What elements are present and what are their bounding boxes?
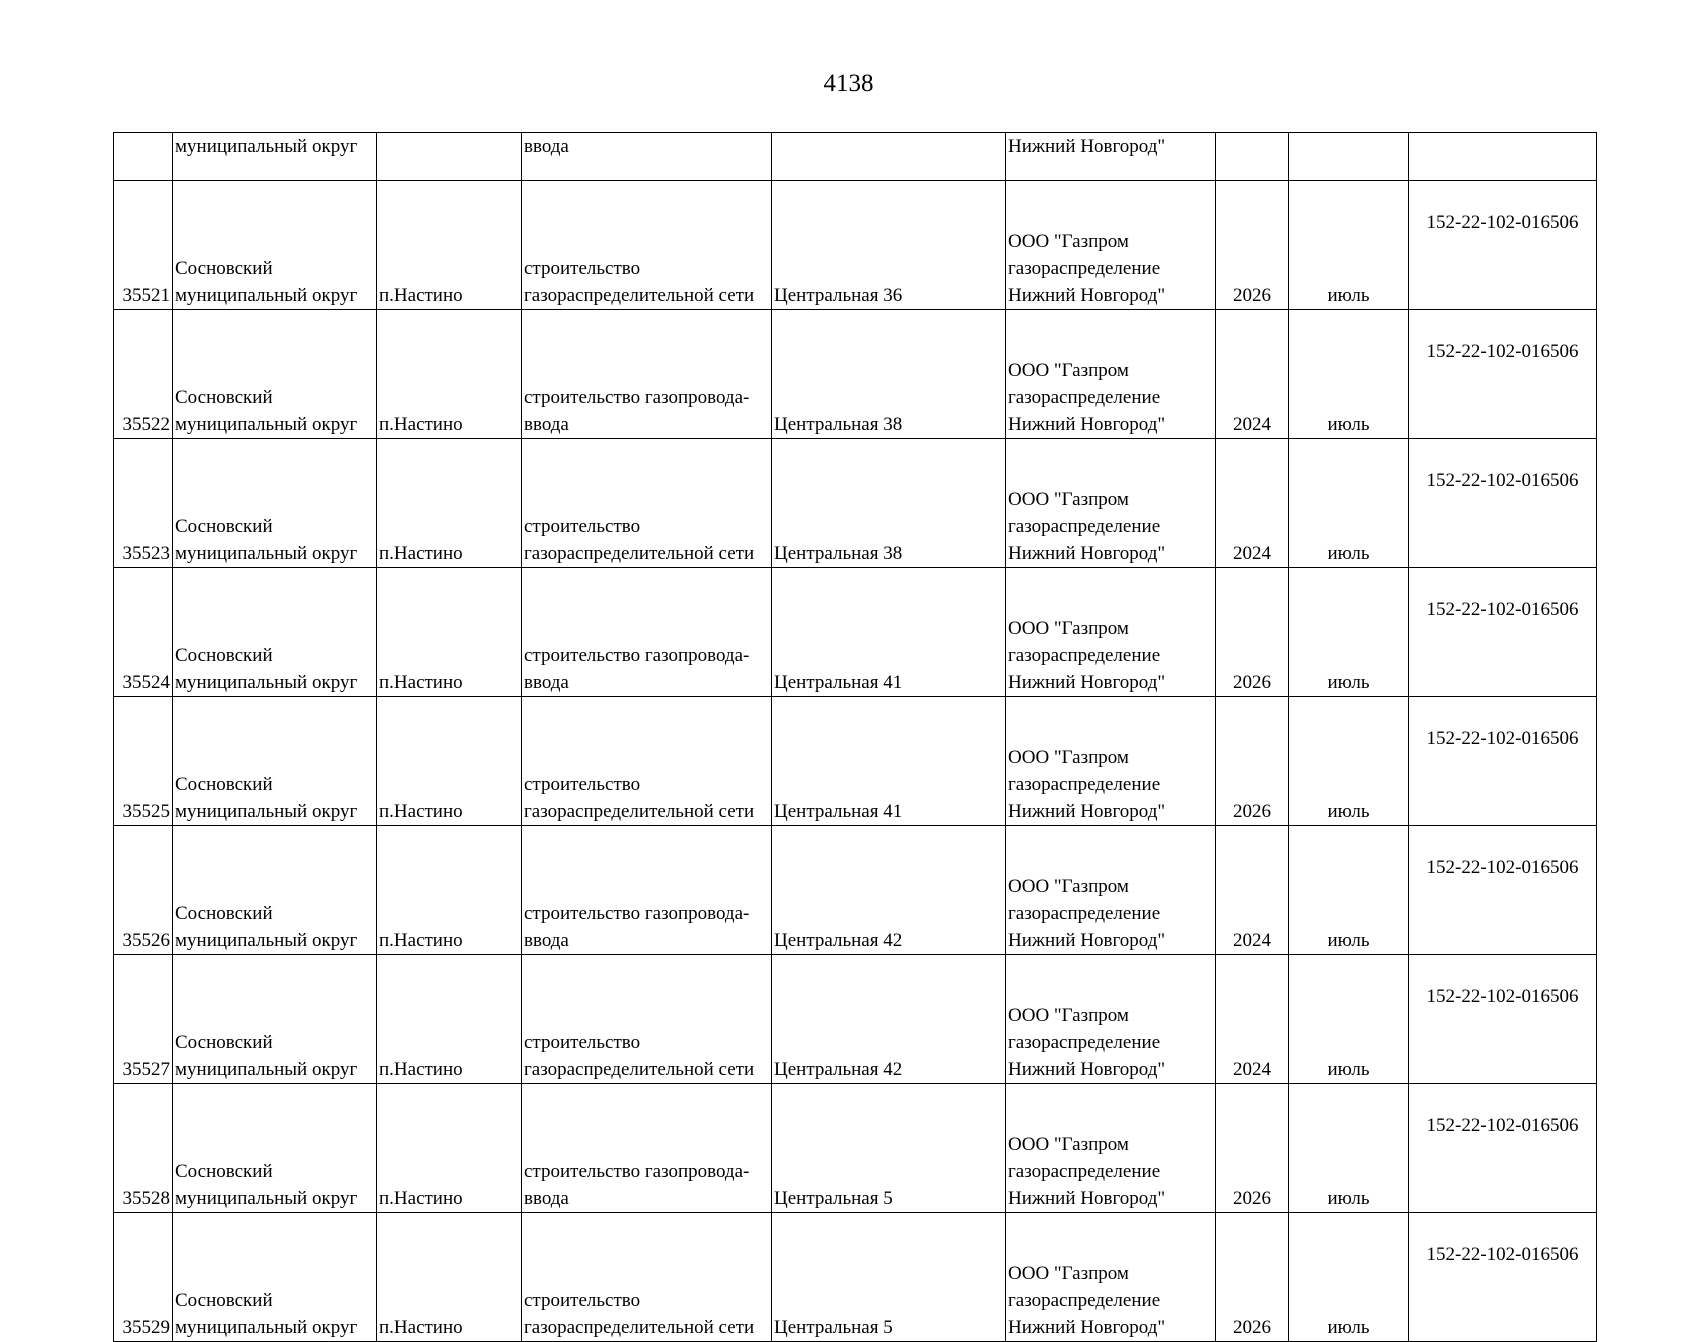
cell-text-work2: газораспределительной сети <box>524 1317 755 1338</box>
cell-text-code: 152-22-102-016506 <box>1426 728 1579 749</box>
cell-code <box>1409 1213 1597 1342</box>
cell-text-district2: муниципальный округ <box>175 1188 358 1209</box>
cell-locality <box>377 310 522 439</box>
cell-address <box>772 181 1006 310</box>
cell-code <box>1409 955 1597 1084</box>
cell-org <box>1006 1213 1216 1342</box>
cell-text-work2: ввода <box>524 1188 569 1209</box>
cell-text-org2: газораспределение <box>1008 387 1161 408</box>
cell-text-work1: строительство <box>524 1290 641 1311</box>
cell-text-district2: муниципальный округ <box>175 1317 358 1338</box>
cell-text-org3: Нижний Новгород" <box>1008 672 1166 693</box>
cell-work <box>522 568 772 697</box>
cell-locality <box>377 439 522 568</box>
cell-org <box>1006 1084 1216 1213</box>
cell-text-org1: ООО "Газпром <box>1008 618 1129 639</box>
cell-locality <box>377 826 522 955</box>
cell-text-org1: ООО "Газпром <box>1008 747 1129 768</box>
cell-org <box>1006 181 1216 310</box>
cell-text-address: Центральная 42 <box>774 1059 903 1080</box>
cell-text-code: 152-22-102-016506 <box>1426 599 1579 620</box>
cell-text-code: 152-22-102-016506 <box>1426 857 1579 878</box>
cell-text-org3: Нижний Новгород" <box>1008 543 1166 564</box>
cell-text-org3: Нижний Новгород" <box>1008 801 1166 822</box>
table-row <box>114 181 1597 310</box>
cell-num <box>114 181 173 310</box>
cell-text-locality: п.Настино <box>379 1188 463 1209</box>
cell-address <box>772 955 1006 1084</box>
cell-year <box>1216 697 1289 826</box>
cell-work <box>522 1084 772 1213</box>
cell-text-work2: газораспределительной сети <box>524 801 755 822</box>
cell-work <box>522 310 772 439</box>
cell-text-year: 2026 <box>1233 672 1271 693</box>
cell-text-locality: п.Настино <box>379 285 463 306</box>
cell-text-locality: п.Настино <box>379 801 463 822</box>
cell-month <box>1289 133 1409 181</box>
cell-text-org1: ООО "Газпром <box>1008 1263 1129 1284</box>
cell-month <box>1289 697 1409 826</box>
cell-address <box>772 697 1006 826</box>
cell-text-year: 2026 <box>1233 1317 1271 1338</box>
cell-year <box>1216 568 1289 697</box>
cell-work: ввода <box>522 133 772 181</box>
cell-num <box>114 955 173 1084</box>
cell-month <box>1289 310 1409 439</box>
cell-text-code: 152-22-102-016506 <box>1426 986 1579 1007</box>
cell-code <box>1409 1084 1597 1213</box>
cell-year <box>1216 133 1289 181</box>
cell-text-work2: ввода <box>524 414 569 435</box>
cell-text-year: 2026 <box>1233 801 1271 822</box>
cell-text-org1: ООО "Газпром <box>1008 360 1129 381</box>
cell-text-month: июль <box>1327 414 1370 435</box>
cell-text-num: 35521 <box>122 285 170 306</box>
cell-text-locality: п.Настино <box>379 414 463 435</box>
cell-district <box>173 826 377 955</box>
cell-text-locality: п.Настино <box>379 543 463 564</box>
cell-district <box>173 439 377 568</box>
cell-text-org1: ООО "Газпром <box>1008 489 1129 510</box>
cell-text-district1: Сосновский <box>175 645 273 666</box>
cell-year <box>1216 1213 1289 1342</box>
cell-num <box>114 133 173 181</box>
cell-text-work2: ввода <box>524 930 569 951</box>
cell-text-work1: строительство <box>524 1032 641 1053</box>
cell-text-district1: Сосновский <box>175 774 273 795</box>
cell-text-address: Центральная 5 <box>774 1188 893 1209</box>
cell-code <box>1409 310 1597 439</box>
cell-month <box>1289 181 1409 310</box>
cell-text-work1: строительство <box>524 258 641 279</box>
cell-district <box>173 697 377 826</box>
cell-text-org2: газораспределение <box>1008 1161 1161 1182</box>
table-row <box>114 697 1597 826</box>
cell-text-org3: Нижний Новгород" <box>1008 285 1166 306</box>
cell-text-month: июль <box>1327 1317 1370 1338</box>
cell-address <box>772 133 1006 181</box>
cell-org <box>1006 697 1216 826</box>
cell-org <box>1006 826 1216 955</box>
table-row <box>114 439 1597 568</box>
cell-text-num: 35528 <box>122 1188 170 1209</box>
cell-text-district1: Сосновский <box>175 258 273 279</box>
cell-text-org3: Нижний Новгород" <box>1008 1059 1166 1080</box>
cell-code <box>1409 697 1597 826</box>
cell-year <box>1216 955 1289 1084</box>
cell-num <box>114 1213 173 1342</box>
cell-text-num: 35522 <box>122 414 170 435</box>
cell-text-num: 35524 <box>122 672 170 693</box>
cell-district <box>173 1084 377 1213</box>
cell-month <box>1289 568 1409 697</box>
cell-text-year: 2024 <box>1233 414 1271 435</box>
cell-text-num: 35529 <box>122 1317 170 1338</box>
cell-text-year: 2024 <box>1233 543 1271 564</box>
cell-text-work2: газораспределительной сети <box>524 543 755 564</box>
table-row <box>114 568 1597 697</box>
cell-text-year: 2024 <box>1233 1059 1271 1080</box>
cell-code <box>1409 568 1597 697</box>
cell-code <box>1409 439 1597 568</box>
cell-text-address: Центральная 41 <box>774 672 903 693</box>
cell-code <box>1409 826 1597 955</box>
cell-year <box>1216 826 1289 955</box>
cell-org <box>1006 310 1216 439</box>
cell-code <box>1409 181 1597 310</box>
cell-text-org2: газораспределение <box>1008 645 1161 666</box>
cell-text-org2: газораспределение <box>1008 1032 1161 1053</box>
cell-year <box>1216 310 1289 439</box>
table-row <box>114 955 1597 1084</box>
cell-text-org1: ООО "Газпром <box>1008 876 1129 897</box>
cell-org <box>1006 955 1216 1084</box>
cell-district <box>173 568 377 697</box>
cell-year <box>1216 1084 1289 1213</box>
cell-text-org1: ООО "Газпром <box>1008 1005 1129 1026</box>
cell-work <box>522 955 772 1084</box>
cell-code <box>1409 133 1597 181</box>
cell-text-code: 152-22-102-016506 <box>1426 341 1579 362</box>
cell-text-address: Центральная 41 <box>774 801 903 822</box>
cell-text-work1: строительство <box>524 774 641 795</box>
cell-text-work1: строительство газопровода- <box>524 903 750 924</box>
cell-text-code: 152-22-102-016506 <box>1426 470 1579 491</box>
cell-text-org1: ООО "Газпром <box>1008 1134 1129 1155</box>
cell-address <box>772 568 1006 697</box>
cell-text-district2: муниципальный округ <box>175 930 358 951</box>
cell-month <box>1289 1084 1409 1213</box>
cell-locality <box>377 181 522 310</box>
cell-text-district1: Сосновский <box>175 1032 273 1053</box>
cell-text-work1: строительство газопровода- <box>524 1161 750 1182</box>
cell-num <box>114 697 173 826</box>
cell-text-org3: Нижний Новгород" <box>1008 1317 1166 1338</box>
cell-locality <box>377 697 522 826</box>
cell-num <box>114 310 173 439</box>
cell-text-org3: Нижний Новгород" <box>1008 930 1166 951</box>
cell-text-month: июль <box>1327 285 1370 306</box>
cell-text-work1: строительство <box>524 516 641 537</box>
cell-text-work1: строительство газопровода- <box>524 645 750 666</box>
cell-text-address: Центральная 38 <box>774 414 903 435</box>
cell-num <box>114 826 173 955</box>
cell-year <box>1216 181 1289 310</box>
cell-text-org2: газораспределение <box>1008 516 1161 537</box>
cell-text-org3: Нижний Новгород" <box>1008 414 1166 435</box>
cell-year <box>1216 439 1289 568</box>
cell-text-month: июль <box>1327 930 1370 951</box>
cell-num <box>114 439 173 568</box>
cell-text-district2: муниципальный округ <box>175 285 358 306</box>
cell-text-code: 152-22-102-016506 <box>1426 212 1579 233</box>
cell-text-district2: муниципальный округ <box>175 1059 358 1080</box>
cell-text-org1: ООО "Газпром <box>1008 231 1129 252</box>
table-row <box>114 310 1597 439</box>
cell-work <box>522 826 772 955</box>
cell-text-year: 2024 <box>1233 930 1271 951</box>
cell-text-num: 35526 <box>122 930 170 951</box>
cell-text-work2: ввода <box>524 672 569 693</box>
cell-month <box>1289 826 1409 955</box>
cell-text-work1: строительство газопровода- <box>524 387 750 408</box>
cell-work <box>522 1213 772 1342</box>
cell-text-year: 2026 <box>1233 1188 1271 1209</box>
cell-text-month: июль <box>1327 543 1370 564</box>
cell-district <box>173 181 377 310</box>
table-row <box>114 826 1597 955</box>
cell-locality <box>377 568 522 697</box>
table-row <box>114 1084 1597 1213</box>
cell-text-address: Центральная 36 <box>774 285 903 306</box>
cell-text-work2: газораспределительной сети <box>524 1059 755 1080</box>
cell-month <box>1289 1213 1409 1342</box>
cell-work <box>522 697 772 826</box>
cell-text-num: 35525 <box>122 801 170 822</box>
cell-address <box>772 826 1006 955</box>
cell-locality <box>377 1213 522 1342</box>
cell-text-org2: газораспределение <box>1008 774 1161 795</box>
cell-text-address: Центральная 38 <box>774 543 903 564</box>
cell-text-year: 2026 <box>1233 285 1271 306</box>
cell-text-org2: газораспределение <box>1008 1290 1161 1311</box>
cell-text-work2: газораспределительной сети <box>524 285 755 306</box>
cell-text-district2: муниципальный округ <box>175 672 358 693</box>
cell-text-month: июль <box>1327 672 1370 693</box>
cell-address <box>772 439 1006 568</box>
cell-num <box>114 1084 173 1213</box>
cell-text-locality: п.Настино <box>379 1059 463 1080</box>
cell-text-district2: муниципальный округ <box>175 543 358 564</box>
cell-org <box>1006 568 1216 697</box>
table-row-continuation <box>114 133 1597 181</box>
cell-address <box>772 310 1006 439</box>
cell-text-district2: муниципальный округ <box>175 414 358 435</box>
cell-address <box>772 1213 1006 1342</box>
cell-text-code: 152-22-102-016506 <box>1426 1244 1579 1265</box>
cell-text-address: Центральная 42 <box>774 930 903 951</box>
cell-month <box>1289 439 1409 568</box>
cell-text-district1: Сосновский <box>175 903 273 924</box>
cell-org: Нижний Новгород" <box>1006 133 1216 181</box>
cell-work <box>522 439 772 568</box>
cell-text-district1: Сосновский <box>175 1290 273 1311</box>
cell-text-district1: Сосновский <box>175 1161 273 1182</box>
cell-locality <box>377 955 522 1084</box>
cell-address <box>772 1084 1006 1213</box>
cell-text-locality: п.Настино <box>379 672 463 693</box>
cell-text-month: июль <box>1327 1188 1370 1209</box>
cell-locality <box>377 133 522 181</box>
cell-org <box>1006 439 1216 568</box>
cell-work <box>522 181 772 310</box>
cell-locality <box>377 1084 522 1213</box>
data-table <box>113 132 1597 1342</box>
cell-district: муниципальный округ <box>173 133 377 181</box>
cell-text-num: 35527 <box>122 1059 170 1080</box>
cell-text-locality: п.Настино <box>379 930 463 951</box>
cell-text-org2: газораспределение <box>1008 903 1161 924</box>
cell-text-month: июль <box>1327 1059 1370 1080</box>
cell-text-address: Центральная 5 <box>774 1317 893 1338</box>
cell-text-code: 152-22-102-016506 <box>1426 1115 1579 1136</box>
cell-text-num: 35523 <box>122 543 170 564</box>
cell-text-org2: газораспределение <box>1008 258 1161 279</box>
cell-text-org3: Нижний Новгород" <box>1008 1188 1166 1209</box>
cell-text-district2: муниципальный округ <box>175 801 358 822</box>
cell-text-month: июль <box>1327 801 1370 822</box>
cell-district <box>173 310 377 439</box>
cell-district <box>173 955 377 1084</box>
page-number: 4138 <box>823 70 874 97</box>
cell-text-locality: п.Настино <box>379 1317 463 1338</box>
cell-text-district1: Сосновский <box>175 387 273 408</box>
cell-month <box>1289 955 1409 1084</box>
cell-district <box>173 1213 377 1342</box>
table-row <box>114 1213 1597 1342</box>
cell-text-district1: Сосновский <box>175 516 273 537</box>
cell-num <box>114 568 173 697</box>
